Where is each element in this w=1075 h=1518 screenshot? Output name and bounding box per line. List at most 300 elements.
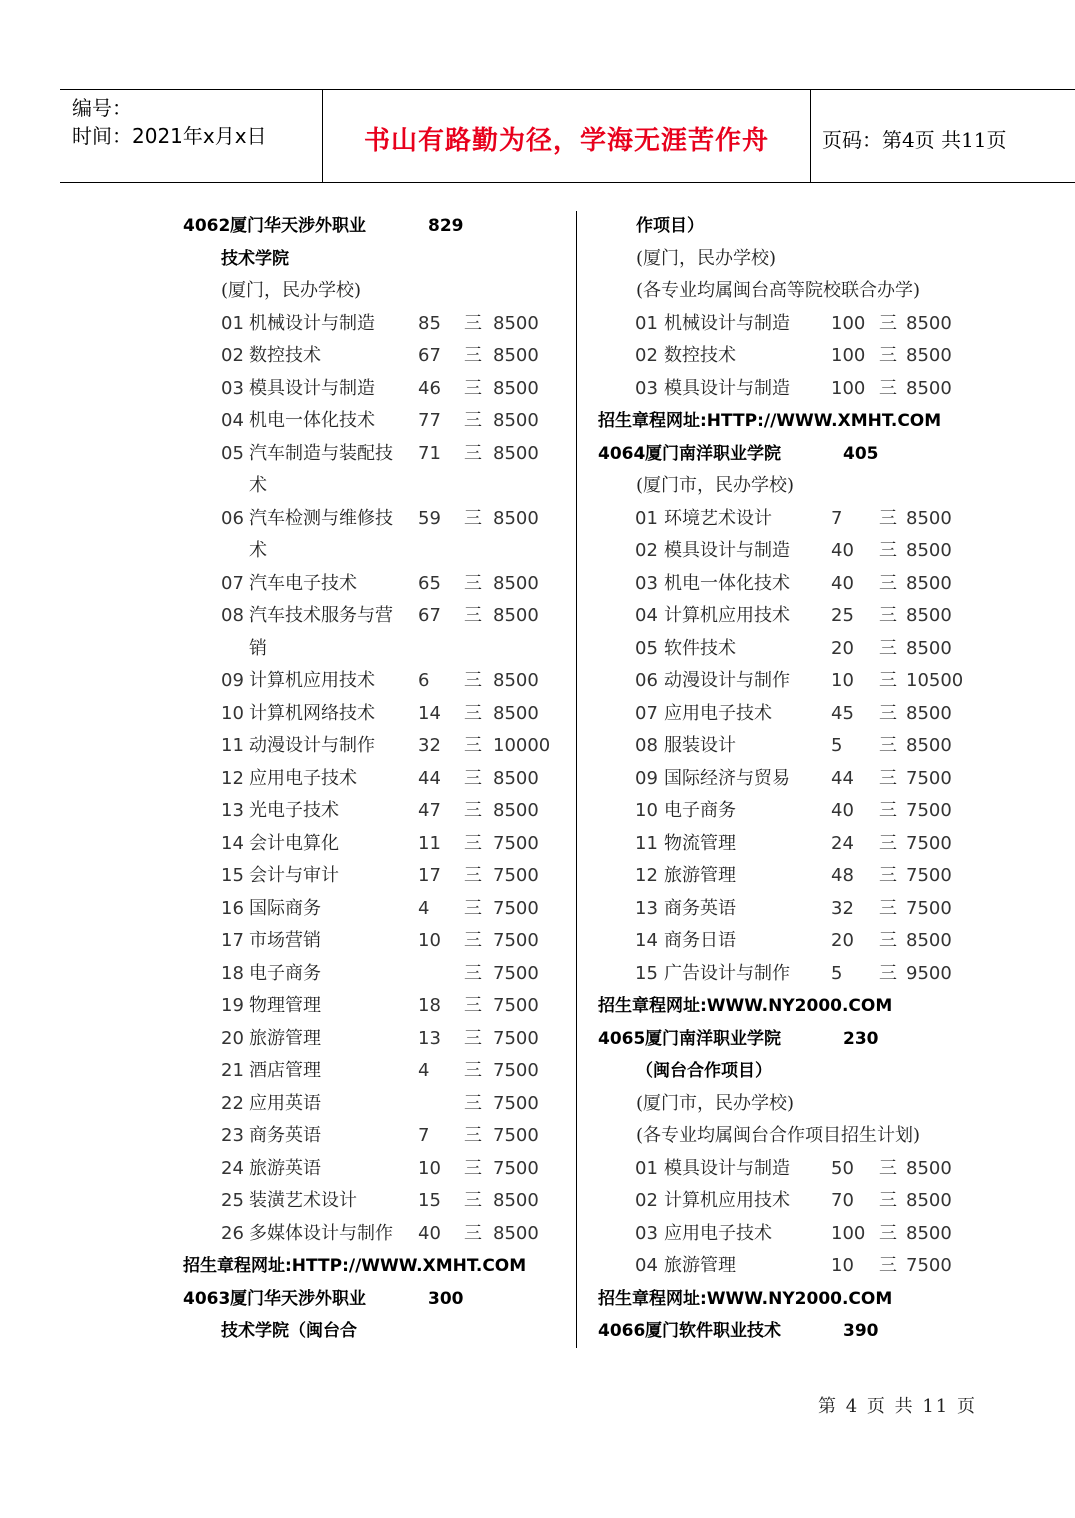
major-row (598, 633, 998, 666)
school-total: 829 (428, 216, 464, 236)
major-row (598, 893, 998, 926)
major-name-cont: 术 (249, 540, 267, 561)
major-name: 模具设计与制造 (249, 377, 375, 399)
major-fee: 10000 (493, 735, 551, 756)
admissions-website (183, 1250, 573, 1283)
major-row (598, 828, 998, 861)
major-count: 24 (831, 832, 854, 854)
major-years: 三 (879, 735, 897, 756)
major-fee: 8500 (906, 605, 952, 626)
major-fee: 8500 (493, 605, 539, 626)
major-row (183, 893, 573, 926)
major-count: 13 (418, 1027, 441, 1049)
school-code: 4063 (183, 1288, 231, 1309)
major-no: 23 (221, 1125, 244, 1146)
major-name: 装潢艺术设计 (249, 1190, 357, 1211)
major-years: 三 (879, 1157, 897, 1179)
header-page-number: 页码：第4页 共11页 (822, 128, 1007, 152)
major-fee: 7500 (493, 962, 539, 984)
major-years: 三 (464, 865, 482, 886)
header-divider (810, 90, 811, 182)
major-fee: 10500 (906, 670, 964, 691)
major-name: 酒店管理 (249, 1060, 321, 1081)
major-fee: 8500 (493, 1190, 539, 1211)
major-name: 动漫设计与制作 (249, 735, 375, 756)
major-count: 44 (418, 767, 441, 789)
major-no: 01 (221, 312, 244, 334)
major-count: 25 (831, 605, 854, 626)
major-name: 广告设计与制作 (664, 962, 790, 984)
major-row (598, 925, 998, 958)
major-name: 模具设计与制造 (664, 540, 790, 561)
major-years: 三 (879, 702, 897, 724)
major-years: 三 (879, 572, 897, 594)
major-fee: 7500 (493, 897, 539, 919)
major-row (183, 698, 573, 731)
major-no: 08 (635, 735, 658, 756)
school-name: 厦门软件职业技术 (645, 1321, 781, 1341)
major-years: 三 (879, 637, 897, 659)
admissions-website (598, 405, 998, 438)
major-fee: 8500 (906, 1157, 952, 1179)
major-row (183, 958, 573, 991)
major-row (183, 568, 573, 601)
school-header (598, 1023, 998, 1056)
major-count: 10 (831, 1255, 854, 1276)
column-divider (576, 211, 577, 1348)
major-count: 4 (418, 897, 430, 919)
major-count: 10 (418, 1157, 441, 1179)
major-count: 4 (418, 1060, 430, 1081)
major-name: 物理管理 (249, 995, 321, 1016)
major-years: 三 (879, 832, 897, 854)
major-no: 09 (221, 670, 244, 691)
major-count: 70 (831, 1190, 854, 1211)
major-years: 三 (464, 995, 482, 1016)
major-row (598, 1250, 998, 1283)
major-years: 三 (464, 832, 482, 854)
school-total: 300 (428, 1288, 464, 1309)
major-count: 50 (831, 1157, 854, 1179)
major-name: 商务日语 (664, 930, 736, 951)
major-no: 10 (221, 702, 244, 724)
major-fee: 8500 (906, 540, 952, 561)
major-no: 02 (635, 345, 658, 366)
major-no: 11 (221, 735, 244, 756)
major-no: 13 (635, 897, 658, 919)
school-name: 厦门华天涉外职业 (230, 1288, 366, 1309)
major-fee: 8500 (906, 702, 952, 724)
major-name: 电子商务 (664, 800, 736, 821)
major-years: 三 (464, 1190, 482, 1211)
major-row (598, 308, 998, 341)
major-no: 14 (221, 832, 244, 854)
major-fee: 7500 (906, 767, 952, 789)
major-fee: 8500 (906, 735, 952, 756)
major-years: 三 (464, 767, 482, 789)
major-no: 11 (635, 832, 658, 854)
major-fee: 8500 (906, 637, 952, 659)
major-count: 32 (418, 735, 441, 756)
major-row (598, 730, 998, 763)
major-fee: 7500 (493, 1027, 539, 1049)
major-years: 三 (879, 377, 897, 399)
major-no: 15 (635, 962, 658, 984)
major-count: 100 (831, 312, 866, 334)
major-fee: 8500 (906, 572, 952, 594)
school-note (598, 470, 998, 503)
major-count: 20 (831, 637, 854, 659)
major-name: 动漫设计与制作 (664, 670, 790, 691)
major-row (183, 795, 573, 828)
school-name-continued (183, 1315, 573, 1348)
major-name: 汽车制造与装配技 (249, 442, 393, 464)
major-fee: 8500 (906, 377, 952, 399)
school-code: 4065 (598, 1028, 646, 1049)
major-row (598, 795, 998, 828)
major-no: 07 (635, 702, 658, 724)
major-no: 05 (221, 442, 244, 464)
major-row-continued (183, 535, 573, 568)
major-no: 16 (221, 897, 244, 919)
major-count: 59 (418, 507, 441, 529)
major-name: 电子商务 (249, 962, 321, 984)
major-count: 40 (831, 572, 854, 594)
major-fee: 8500 (493, 702, 539, 724)
major-row (183, 1153, 573, 1186)
major-name: 机电一体化技术 (249, 410, 375, 431)
major-no: 04 (635, 1255, 658, 1276)
major-years: 三 (879, 507, 897, 529)
major-row (598, 763, 998, 796)
major-years: 三 (464, 800, 482, 821)
major-no: 01 (635, 1157, 658, 1179)
major-name: 应用英语 (249, 1092, 321, 1114)
major-count: 7 (418, 1125, 430, 1146)
major-no: 26 (221, 1222, 244, 1244)
major-years: 三 (464, 410, 482, 431)
major-count: 10 (418, 930, 441, 951)
major-name: 服装设计 (664, 735, 736, 756)
major-name: 市场营销 (249, 930, 321, 951)
major-row (598, 698, 998, 731)
major-row (183, 860, 573, 893)
major-years: 三 (464, 897, 482, 919)
major-fee: 8500 (493, 312, 539, 334)
major-years: 三 (879, 865, 897, 886)
major-count: 20 (831, 930, 854, 951)
major-years: 三 (879, 345, 897, 366)
major-count: 77 (418, 410, 441, 431)
major-no: 06 (635, 670, 658, 691)
major-years: 三 (464, 572, 482, 594)
major-name: 计算机网络技术 (249, 702, 375, 724)
major-no: 03 (221, 377, 244, 399)
major-years: 三 (464, 735, 482, 756)
major-name: 会计电算化 (249, 832, 339, 854)
major-years: 三 (464, 507, 482, 529)
major-name: 应用电子技术 (249, 767, 357, 789)
major-years: 三 (464, 1222, 482, 1244)
website-text: 招生章程网址:HTTP://WWW.XMHT.COM (598, 411, 942, 431)
major-name: 商务英语 (249, 1125, 321, 1146)
major-row (183, 308, 573, 341)
major-fee: 7500 (493, 1125, 539, 1146)
major-no: 21 (221, 1060, 244, 1081)
major-no: 12 (221, 767, 244, 789)
major-no: 20 (221, 1027, 244, 1049)
major-row (598, 860, 998, 893)
major-row (183, 925, 573, 958)
major-no: 17 (221, 930, 244, 951)
major-count: 18 (418, 995, 441, 1016)
major-row (598, 503, 998, 536)
major-years: 三 (879, 767, 897, 789)
major-name: 国际经济与贸易 (664, 767, 790, 789)
school-total: 230 (843, 1028, 879, 1049)
major-row (598, 568, 998, 601)
major-row (183, 373, 573, 406)
major-name: 模具设计与制造 (664, 377, 790, 399)
major-fee: 8500 (906, 312, 952, 334)
major-name: 模具设计与制造 (664, 1157, 790, 1179)
major-years: 三 (879, 930, 897, 951)
major-no: 14 (635, 930, 658, 951)
major-row (598, 373, 998, 406)
major-count: 44 (831, 767, 854, 789)
major-name: 应用电子技术 (664, 1222, 772, 1244)
major-no: 03 (635, 1222, 658, 1244)
major-row (598, 1153, 998, 1186)
major-name: 计算机应用技术 (249, 670, 375, 691)
major-count: 46 (418, 377, 441, 399)
major-years: 三 (879, 962, 897, 984)
page-footer: 第 4 页 共 11 页 (818, 1396, 977, 1417)
note-text: (厦门，民办学校) (636, 247, 777, 269)
major-fee: 8500 (906, 345, 952, 366)
major-name: 数控技术 (664, 345, 736, 366)
major-fee: 7500 (906, 865, 952, 886)
major-no: 19 (221, 995, 244, 1016)
major-row (183, 503, 573, 536)
school-code: 4064 (598, 443, 646, 464)
major-fee: 8500 (493, 1222, 539, 1244)
major-no: 13 (221, 800, 244, 821)
major-fee: 7500 (906, 897, 952, 919)
major-row (183, 600, 573, 633)
major-fee: 7500 (493, 1157, 539, 1179)
major-no: 06 (221, 507, 244, 529)
major-count: 67 (418, 345, 441, 366)
major-name: 光电子技术 (249, 800, 339, 821)
major-name: 国际商务 (249, 897, 321, 919)
major-fee: 9500 (906, 962, 952, 984)
school-header (598, 1315, 998, 1348)
major-name: 旅游管理 (249, 1027, 321, 1049)
major-row (598, 340, 998, 373)
school-code: 4062 (183, 216, 231, 236)
major-row (183, 763, 573, 796)
major-fee: 8500 (906, 1190, 952, 1211)
major-count: 65 (418, 572, 441, 594)
major-fee: 8500 (493, 670, 539, 691)
major-years: 三 (879, 605, 897, 626)
school-total: 405 (843, 443, 879, 464)
major-row (183, 1120, 573, 1153)
major-years: 三 (464, 1125, 482, 1146)
right-column (598, 210, 998, 1348)
major-row (183, 1218, 573, 1251)
major-name-cont: 术 (249, 475, 267, 496)
major-count: 10 (831, 670, 854, 691)
major-row (183, 1055, 573, 1088)
website-text: 招生章程网址:WWW.NY2000.COM (598, 1288, 893, 1309)
admissions-website (598, 1283, 998, 1316)
school-name-cont: 作项目） (636, 216, 704, 236)
note-text: (各专业均属闽台合作项目招生计划) (636, 1125, 921, 1146)
major-name: 旅游英语 (249, 1157, 321, 1179)
major-count: 67 (418, 605, 441, 626)
major-name: 软件技术 (664, 637, 736, 659)
major-years: 三 (879, 897, 897, 919)
note-text: (厦门，民办学校) (221, 280, 362, 301)
major-name: 旅游管理 (664, 865, 736, 886)
major-no: 03 (635, 572, 658, 594)
school-name-cont: 技术学院 (221, 248, 289, 269)
major-years: 三 (879, 1255, 897, 1276)
major-row (598, 600, 998, 633)
major-fee: 8500 (493, 410, 539, 431)
major-fee: 7500 (493, 995, 539, 1016)
header-meta (72, 94, 322, 150)
school-name-cont: 技术学院（闽台合 (221, 1321, 357, 1341)
number-label: 编号： (72, 96, 132, 120)
major-count: 32 (831, 897, 854, 919)
school-name: 厦门南洋职业学院 (645, 1028, 781, 1049)
school-name-cont: （闽台合作项目） (636, 1061, 772, 1081)
major-row (183, 405, 573, 438)
major-fee: 7500 (493, 1092, 539, 1114)
major-row (183, 828, 573, 861)
major-no: 18 (221, 962, 244, 984)
major-count: 5 (831, 962, 843, 984)
major-count: 45 (831, 702, 854, 724)
major-years: 三 (464, 605, 482, 626)
note-text: (厦门市，民办学校) (636, 1092, 795, 1114)
major-row (598, 665, 998, 698)
major-count: 47 (418, 800, 441, 821)
major-name: 多媒体设计与制作 (249, 1222, 393, 1244)
major-fee: 8500 (493, 800, 539, 821)
major-count: 100 (831, 345, 866, 366)
school-note (598, 243, 998, 276)
admissions-website (598, 990, 998, 1023)
major-row-continued (183, 633, 573, 666)
major-name: 会计与审计 (249, 865, 339, 886)
school-name: 厦门南洋职业学院 (645, 443, 781, 464)
major-name: 计算机应用技术 (664, 1190, 790, 1211)
major-count: 15 (418, 1190, 441, 1211)
school-name-continued (598, 1055, 998, 1088)
note-text: (各专业均属闽台高等院校联合办学) (636, 280, 921, 301)
header-motto: 书山有路勤为径，学海无涯苦作舟 (363, 126, 769, 156)
major-count: 40 (831, 800, 854, 821)
major-count: 14 (418, 702, 441, 724)
major-count: 40 (831, 540, 854, 561)
major-count: 11 (418, 832, 441, 854)
major-row (183, 1185, 573, 1218)
major-fee: 8500 (906, 930, 952, 951)
school-total: 390 (843, 1321, 879, 1341)
major-row (598, 1218, 998, 1251)
major-count: 17 (418, 865, 441, 886)
school-name: 厦门华天涉外职业 (230, 216, 366, 236)
major-no: 01 (635, 312, 658, 334)
major-years: 三 (464, 702, 482, 724)
major-count: 100 (831, 377, 866, 399)
major-name: 旅游管理 (664, 1255, 736, 1276)
major-fee: 7500 (493, 865, 539, 886)
major-fee: 7500 (493, 832, 539, 854)
major-years: 三 (879, 670, 897, 691)
school-note (598, 1120, 998, 1153)
major-no: 04 (635, 605, 658, 626)
major-years: 三 (464, 1157, 482, 1179)
date-label: 时间：2021年x月x日 (72, 124, 267, 148)
major-fee: 8500 (493, 572, 539, 594)
major-no: 03 (635, 377, 658, 399)
major-name: 机电一体化技术 (664, 572, 790, 594)
major-fee: 8500 (906, 507, 952, 529)
major-count: 5 (831, 735, 843, 756)
major-fee: 8500 (493, 377, 539, 399)
major-fee: 8500 (493, 345, 539, 366)
major-years: 三 (464, 345, 482, 366)
major-fee: 7500 (493, 1060, 539, 1081)
major-no: 22 (221, 1092, 244, 1114)
major-years: 三 (879, 312, 897, 334)
major-years: 三 (464, 670, 482, 691)
website-text: 招生章程网址:WWW.NY2000.COM (598, 996, 893, 1016)
major-row (598, 1185, 998, 1218)
major-fee: 7500 (906, 1255, 952, 1276)
major-no: 07 (221, 572, 244, 594)
note-text: (厦门市，民办学校) (636, 475, 795, 496)
major-no: 04 (221, 410, 244, 431)
major-fee: 8500 (493, 507, 539, 529)
major-years: 三 (879, 800, 897, 821)
major-fee: 7500 (493, 930, 539, 951)
major-count: 40 (418, 1222, 441, 1244)
major-name: 应用电子技术 (664, 702, 772, 724)
major-count: 85 (418, 312, 441, 334)
website-text: 招生章程网址:HTTP://WWW.XMHT.COM (183, 1256, 527, 1276)
major-name: 计算机应用技术 (664, 605, 790, 626)
major-count: 6 (418, 670, 430, 691)
school-name-continued (183, 243, 573, 276)
major-years: 三 (464, 312, 482, 334)
major-name: 环境艺术设计 (664, 507, 772, 529)
major-fee: 8500 (493, 767, 539, 789)
major-fee: 7500 (906, 800, 952, 821)
major-years: 三 (879, 1222, 897, 1244)
major-no: 15 (221, 865, 244, 886)
major-no: 12 (635, 865, 658, 886)
major-name-cont: 销 (249, 637, 267, 659)
major-row (598, 958, 998, 991)
major-years: 三 (879, 1190, 897, 1211)
major-no: 25 (221, 1190, 244, 1211)
